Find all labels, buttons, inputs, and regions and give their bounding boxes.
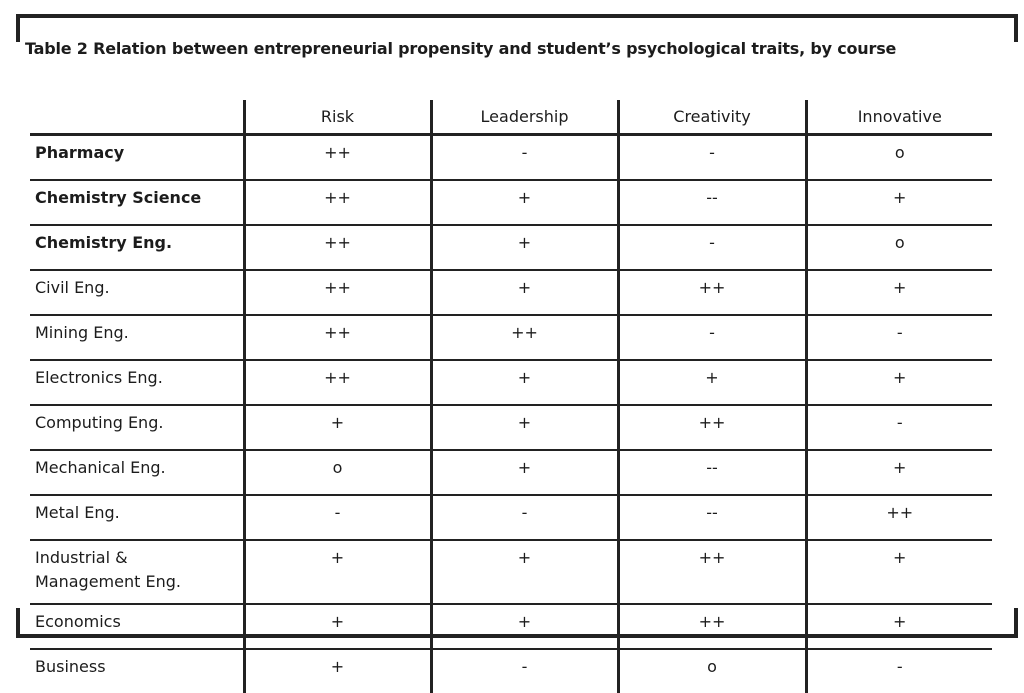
cell-innovative: + xyxy=(806,450,992,495)
column-header-course xyxy=(30,100,244,135)
cell-leadership: - xyxy=(431,649,618,693)
course-name-text: Mining Eng. xyxy=(35,323,129,342)
cell-creativity: ++ xyxy=(618,270,806,315)
table-row xyxy=(30,225,992,270)
cell-leadership: + xyxy=(431,225,618,270)
course-name xyxy=(30,405,244,450)
course-name xyxy=(30,135,244,181)
table-row xyxy=(30,649,992,693)
cell-creativity: + xyxy=(618,360,806,405)
table-row xyxy=(30,405,992,450)
table-row xyxy=(30,135,992,181)
cell-leadership: + xyxy=(431,604,618,649)
course-name xyxy=(30,180,244,225)
course-name xyxy=(30,225,244,270)
frame-top-border xyxy=(16,14,1018,18)
cell-innovative: + xyxy=(806,360,992,405)
frame-bottom-right-corner xyxy=(1014,608,1018,638)
cell-innovative: + xyxy=(806,604,992,649)
traits-table xyxy=(30,100,992,693)
cell-innovative: + xyxy=(806,540,992,604)
cell-leadership: - xyxy=(431,135,618,181)
column-header-innovative: Innovative xyxy=(806,100,992,135)
course-name-text: Pharmacy xyxy=(35,143,125,162)
table-row xyxy=(30,540,992,604)
course-name xyxy=(30,604,244,649)
cell-creativity: -- xyxy=(618,180,806,225)
cell-creativity: ++ xyxy=(618,405,806,450)
cell-risk: + xyxy=(244,649,431,693)
cell-risk: ++ xyxy=(244,225,431,270)
cell-risk: + xyxy=(244,540,431,604)
table-row xyxy=(30,180,992,225)
cell-creativity: - xyxy=(618,315,806,360)
cell-leadership: - xyxy=(431,495,618,540)
cell-leadership: ++ xyxy=(431,315,618,360)
cell-innovative: - xyxy=(806,405,992,450)
course-name-text: Industrial & xyxy=(35,548,128,567)
cell-leadership: + xyxy=(431,270,618,315)
course-name-text: Economics xyxy=(35,612,121,631)
cell-creativity: o xyxy=(618,649,806,693)
course-name-text: Mechanical Eng. xyxy=(35,458,166,477)
course-name-text: Electronics Eng. xyxy=(35,368,163,387)
course-name-text: Computing Eng. xyxy=(35,413,164,432)
cell-creativity: -- xyxy=(618,450,806,495)
cell-leadership: + xyxy=(431,540,618,604)
course-name-text: Chemistry Eng. xyxy=(35,233,173,252)
cell-creativity: ++ xyxy=(618,604,806,649)
cell-creativity: - xyxy=(618,225,806,270)
cell-risk: + xyxy=(244,604,431,649)
cell-risk: ++ xyxy=(244,135,431,181)
cell-innovative: - xyxy=(806,649,992,693)
cell-innovative: o xyxy=(806,225,992,270)
course-name-text: Metal Eng. xyxy=(35,503,120,522)
course-name-text: Chemistry Science xyxy=(35,188,202,207)
table-header-row xyxy=(30,100,992,135)
cell-risk: o xyxy=(244,450,431,495)
column-header-leadership: Leadership xyxy=(431,100,618,135)
cell-creativity: -- xyxy=(618,495,806,540)
cell-innovative: ++ xyxy=(806,495,992,540)
course-name-text: Business xyxy=(35,657,106,676)
course-name xyxy=(30,649,244,693)
cell-risk: + xyxy=(244,405,431,450)
cell-leadership: + xyxy=(431,360,618,405)
course-name xyxy=(30,450,244,495)
course-name xyxy=(30,360,244,405)
cell-risk: ++ xyxy=(244,315,431,360)
course-name-text: Civil Eng. xyxy=(35,278,110,297)
cell-leadership: + xyxy=(431,180,618,225)
table-row xyxy=(30,270,992,315)
cell-innovative: + xyxy=(806,270,992,315)
cell-innovative: o xyxy=(806,135,992,181)
cell-creativity: ++ xyxy=(618,540,806,604)
course-name xyxy=(30,495,244,540)
cell-creativity: - xyxy=(618,135,806,181)
cell-innovative: - xyxy=(806,315,992,360)
course-name xyxy=(30,540,244,604)
frame-top-left-corner xyxy=(16,14,20,42)
column-header-risk: Risk xyxy=(244,100,431,135)
cell-leadership: + xyxy=(431,405,618,450)
table-row xyxy=(30,315,992,360)
column-header-creativity: Creativity xyxy=(618,100,806,135)
cell-leadership: + xyxy=(431,450,618,495)
table-row xyxy=(30,495,992,540)
table-row xyxy=(30,604,992,649)
course-name xyxy=(30,270,244,315)
table-caption: Table 2 Relation between entrepreneurial propensity and student’s psychological traits, by course xyxy=(25,39,897,58)
frame-bottom-left-corner xyxy=(16,608,20,638)
cell-risk: ++ xyxy=(244,360,431,405)
cell-risk: ++ xyxy=(244,270,431,315)
table-row xyxy=(30,360,992,405)
cell-risk: - xyxy=(244,495,431,540)
cell-innovative: + xyxy=(806,180,992,225)
cell-risk: ++ xyxy=(244,180,431,225)
course-name-text-line2: Management Eng. xyxy=(35,572,181,591)
table-row xyxy=(30,450,992,495)
frame-top-right-corner xyxy=(1014,14,1018,42)
course-name xyxy=(30,315,244,360)
